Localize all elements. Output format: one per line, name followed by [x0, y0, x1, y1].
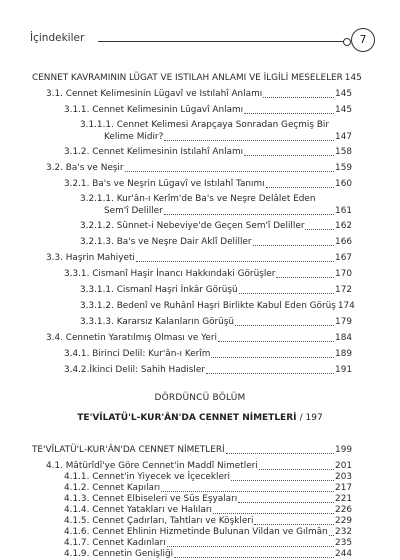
toc-entry-title: 3.3.1.3. Kararsız Kalanların Görüşü [80, 317, 235, 327]
toc-entry[interactable] [32, 73, 362, 84]
toc-entry-page: 145 [335, 105, 352, 115]
toc-entry-page: 217 [335, 483, 352, 493]
toc-entry-page: 199 [335, 445, 352, 455]
toc-entry-page: 174 [337, 301, 355, 311]
toc-entry-page: 229 [335, 516, 352, 526]
toc-entry-title: 3.1.1. Cennet Kelimesinin Lügavî Anlamı [64, 105, 244, 115]
toc-entry[interactable] [104, 206, 352, 217]
toc-entry-title[interactable]: 3.1.1.1. Cennet Kelimesi Arapçaya Sonradan Geçmiş Bir [80, 120, 330, 130]
toc-entry-page: 191 [335, 365, 352, 375]
toc-leader [164, 140, 334, 141]
toc-entry-title: 4.1. Mâtürîdî'ye Göre Cennet'in Maddî Nimetleri [46, 461, 258, 471]
toc-entry[interactable] [32, 445, 352, 456]
toc-leader [161, 491, 334, 492]
toc-leader [211, 357, 334, 358]
toc-entry[interactable] [64, 269, 352, 280]
toc-entry[interactable] [80, 221, 352, 232]
toc-entry-page: 167 [335, 253, 352, 263]
toc-entry-page: 145 [344, 73, 362, 83]
toc-entry[interactable] [46, 461, 352, 472]
toc-leader [305, 229, 334, 230]
toc-entry-page: 172 [335, 285, 352, 295]
toc-entry-title: 3.4.2.İkinci Delil: Sahih Hadisler [64, 365, 205, 375]
toc-entry-page: 147 [335, 132, 352, 142]
toc-leader [253, 245, 335, 246]
toc-entry-title: 3.2.1.2. Sünnet-i Nebeviye'de Geçen Sem'î Deliller [80, 221, 305, 231]
header-title: İçindekiler [30, 32, 85, 44]
toc-entry-title-cont: Sem'î Deliller [104, 206, 163, 216]
toc-entry[interactable] [104, 132, 352, 143]
chapter-label: DÖRDÜNCÜ BÖLÜM [154, 393, 246, 403]
toc-leader [276, 277, 334, 278]
toc-entry[interactable] [64, 349, 352, 360]
toc-entry-title: TE'VÎLATÜ'L-KUR'ÂN'DA CENNET NİMETLERİ [32, 445, 225, 455]
toc-entry-title: 3.4.1. Birinci Delil: Kur'ân-ı Kerîm [64, 349, 211, 359]
toc-leader [244, 113, 334, 114]
toc-entry-title: 4.1.4. Cennet Yatakları ve Halıları [64, 505, 213, 515]
toc-entry-page: 203 [335, 472, 352, 482]
toc-leader [254, 524, 334, 525]
toc-leader [238, 502, 334, 503]
toc-entry-page: 162 [335, 221, 352, 231]
toc-leader [266, 187, 334, 188]
toc-entry[interactable] [80, 317, 352, 328]
toc-entry[interactable] [64, 179, 352, 190]
toc-leader [263, 97, 334, 98]
toc-entry[interactable] [46, 89, 352, 100]
toc-entry-title: 3.2. Ba's ve Neşir [46, 163, 124, 173]
toc-leader [244, 155, 334, 156]
toc-entry-title: 4.1.5. Cennet Çadırları, Tahtları ve Köşkleri [64, 516, 254, 526]
toc-entry[interactable] [64, 538, 352, 549]
toc-entry[interactable] [64, 494, 352, 505]
toc-entry-page: 184 [335, 333, 352, 343]
toc-entry-title: 4.1.3. Cennet Elbiseleri ve Süs Eşyaları [64, 494, 238, 504]
toc-entry-title: 4.1.6. Cennet Ehlinin Hizmetinde Bulunan Vildan ve Gılmân [64, 527, 328, 537]
toc-entry-title: 3.2.1.3. Ba's ve Neşre Dair Aklî Deliller [80, 237, 252, 247]
toc-entry[interactable] [64, 527, 352, 538]
chapter-title-line[interactable] [0, 413, 400, 423]
toc-entry[interactable] [64, 549, 352, 560]
toc-entry-title: 4.1.7. Cennet Kadınları [64, 538, 166, 548]
toc-entry-page: 221 [335, 494, 352, 504]
chapter-page: / 197 [299, 413, 323, 423]
toc-leader [213, 513, 334, 514]
toc-entry-page: 159 [335, 163, 352, 173]
toc-entry-page: 189 [335, 349, 352, 359]
toc-entry-title: 3.3.1. Cismanî Haşir İnancı Hakkındaki Görüşler [64, 269, 276, 279]
toc-entry-page: 158 [335, 147, 352, 157]
toc-leader [164, 214, 334, 215]
toc-leader [125, 171, 335, 172]
toc-entry[interactable] [64, 483, 352, 494]
toc-entry-title: 3.3.1.1. Cismanî Haşri İnkâr Görüşü [80, 285, 238, 295]
toc-entry-title[interactable]: 3.2.1.1. Kur'ân-ı Kerîm'de Ba's ve Neşre Delâlet Eden [80, 194, 316, 204]
toc-entry[interactable] [80, 285, 352, 296]
toc-leader [239, 293, 334, 294]
toc-entry-page: 179 [335, 317, 352, 327]
toc-leader [231, 480, 334, 481]
toc-entry-title-cont: Kelime Midir? [104, 132, 164, 142]
chapter-title: TE'VÎLATÜ'L-KUR'ÂN'DA CENNET NİMETLERİ [77, 413, 297, 423]
toc-entry-title: 3.1.2. Cennet Kelimesinin Istılahî Anlamı [64, 147, 244, 157]
toc-entry-title: 4.1.1. Cennet'in Yiyecek ve İçecekleri [64, 472, 231, 482]
toc-entry[interactable] [64, 147, 352, 158]
toc-entry-title: 3.3.1.2. Bedenî ve Ruhânî Haşri Birlikte Kabul Eden Görüş [80, 301, 336, 311]
toc-leader [167, 546, 334, 547]
toc-entry[interactable] [64, 105, 352, 116]
toc-leader [235, 325, 334, 326]
toc-entry-title: 3.4. Cennetin Yaratılmış Olması ve Yeri [46, 333, 218, 343]
toc-entry-page: 235 [335, 538, 352, 548]
toc-entry-page: 160 [335, 179, 352, 189]
toc-entry[interactable] [46, 163, 352, 174]
toc-entry[interactable] [46, 333, 352, 344]
toc-entry[interactable] [64, 505, 352, 516]
toc-entry-page: 166 [335, 237, 352, 247]
toc-leader [136, 261, 334, 262]
toc-entry-page: 226 [335, 505, 352, 515]
toc-entry[interactable] [64, 472, 352, 483]
toc-leader [206, 373, 334, 374]
toc-leader [329, 535, 334, 536]
toc-entry-page: 145 [335, 89, 352, 99]
toc-entry-page: 170 [335, 269, 352, 279]
toc-entry-title: 3.2.1. Ba's ve Neşrin Lügavî ve Istılahî Tanımı [64, 179, 265, 189]
toc-entry-page: 201 [335, 461, 352, 471]
toc-entry[interactable] [80, 237, 352, 248]
toc-entry[interactable] [64, 516, 352, 527]
toc-leader [218, 341, 334, 342]
toc-entry[interactable] [64, 365, 352, 376]
toc-entry[interactable] [46, 253, 352, 264]
toc-leader [174, 557, 334, 558]
toc-entry-title: 3.3. Haşrin Mahiyeti [46, 253, 135, 263]
toc-entry-title: 4.1.2. Cennet Kapıları [64, 483, 161, 493]
toc-entry-page: 232 [335, 527, 352, 537]
toc-leader [226, 453, 334, 454]
toc-entry[interactable] [80, 301, 355, 312]
toc-entry-title: CENNET KAVRAMININ LÜGAT VE ISTILAH ANLAMI VE İLGİLİ MESELELER [32, 73, 343, 83]
toc-entry-page: 161 [335, 206, 352, 216]
toc-leader [259, 469, 334, 470]
page-number-badge: 7 [351, 28, 375, 52]
toc-entry-page: 244 [335, 549, 352, 559]
toc-entry-title: 4.1.9. Cennetin Genişliği [64, 549, 174, 559]
toc-entry-title: 3.1. Cennet Kelimesinin Lügavî ve Istılahî Anlamı [46, 89, 263, 99]
